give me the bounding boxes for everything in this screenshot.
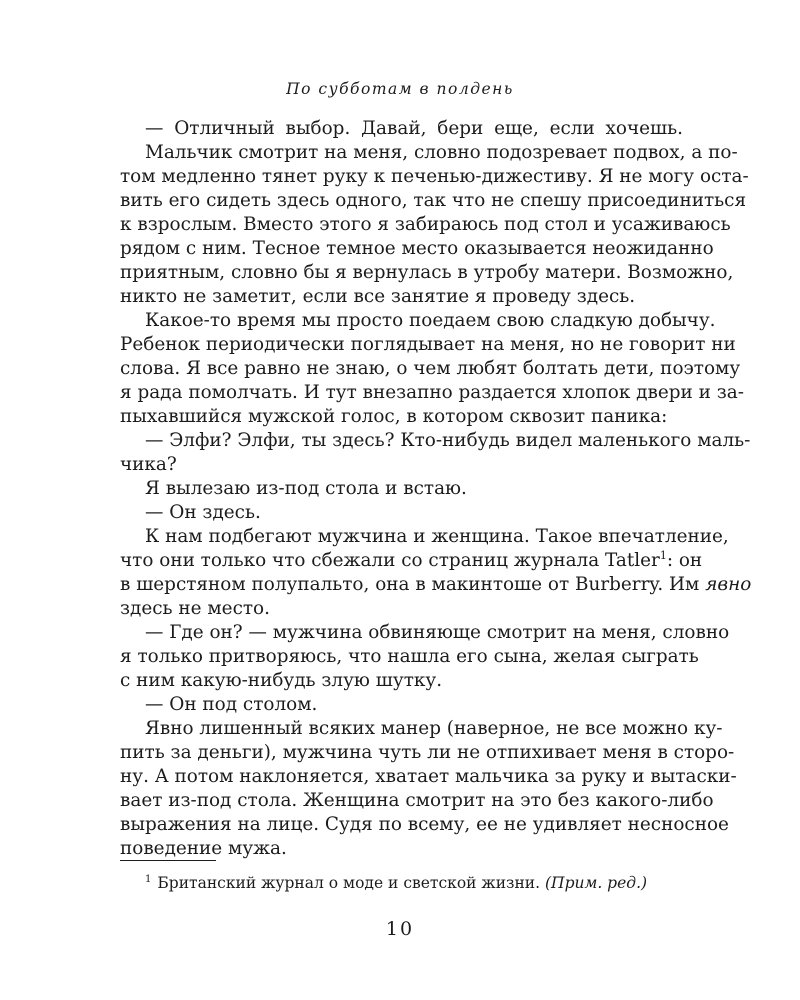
text-line: вить его сидеть здесь одного, так что не спешу присоединиться <box>120 190 747 211</box>
text-line: — Элфи? Элфи, ты здесь? Кто-нибудь видел маленького маль- <box>145 430 751 451</box>
text-line <box>120 573 752 597</box>
text-line: вает из-под стола. Женщина смотрит на это без какого-либо <box>120 790 714 811</box>
line-text: : он <box>666 550 703 571</box>
footnote-text: Британский журнал о моде и светской жизни. <box>157 874 545 892</box>
text-line: никто не заметит, если все занятие я проведу здесь. <box>120 286 636 307</box>
running-head: По субботам в полдень <box>286 80 514 98</box>
text-line: пыхавшийся мужской голос, в котором сквозит паника: <box>120 406 668 427</box>
page-number: 10 <box>385 918 415 940</box>
text-line: Я вылезаю из-под стола и встаю. <box>145 478 467 499</box>
text-line: Какое-то время мы просто поедаем свою сладкую добычу. <box>145 310 716 331</box>
footnote-editor-note: (Прим. ред.) <box>545 874 648 892</box>
footnote-divider <box>120 860 216 861</box>
footnote-marker: 1 <box>145 874 152 885</box>
text-line: приятным, словно бы я вернулась в утробу матери. Возможно, <box>120 262 734 283</box>
text-line: слова. Я все равно не знаю, о чем любят болтать дети, поэтому <box>120 358 741 379</box>
line-text: что они только что сбежали со страниц журнала Tatler <box>120 550 660 571</box>
text-line: — Он под столом. <box>145 694 318 715</box>
text-line: я рада помолчать. И тут внезапно раздается хлопок двери и за- <box>120 382 744 403</box>
emphasized-word: явно <box>705 574 752 595</box>
text-line: том медленно тянет руку к печенью-дижестиву. Я не могу оста- <box>120 166 749 187</box>
text-line: здесь не место. <box>120 598 270 619</box>
text-line: — Отличный выбор. Давай, бери еще, если хочешь. <box>145 118 683 139</box>
text-line: рядом с ним. Тесное темное место оказывается неожиданно <box>120 238 714 259</box>
text-line <box>120 549 703 573</box>
text-line: — Он здесь. <box>145 502 261 523</box>
text-line: пить за деньги), мужчина чуть ли не отпихивает меня в сторо- <box>120 742 735 763</box>
text-line: я только притворяюсь, что нашла его сына, желая сыграть <box>120 646 699 667</box>
footnote <box>145 868 705 895</box>
text-line: ну. А потом наклоняется, хватает мальчика за руку и вытаски- <box>120 766 737 787</box>
footnote-reference: 1 <box>659 549 667 562</box>
text-line: с ним какую-нибудь злую шутку. <box>120 670 443 691</box>
text-line: — Где он? — мужчина обвиняюще смотрит на меня, словно <box>145 622 730 643</box>
text-line: к взрослым. Вместо этого я забираюсь под стол и усаживаюсь <box>120 214 731 235</box>
text-line: Явно лишенный всяких манер (наверное, не все можно ку- <box>145 718 723 739</box>
text-line: Мальчик смотрит на меня, словно подозревает подвох, а по- <box>145 142 738 163</box>
text-line: К нам подбегают мужчина и женщина. Такое впечатление, <box>145 526 729 547</box>
text-line: Ребенок периодически поглядывает на меня, но не говорит ни <box>120 334 736 355</box>
text-line: выражения на лице. Судя по всему, ее не удивляет несносное <box>120 814 729 835</box>
text-line: чика? <box>120 454 177 475</box>
line-text: в шерстяном полупальто, она в макинтоше от Burberry. Им <box>120 574 706 595</box>
text-line: поведение мужа. <box>120 838 287 859</box>
